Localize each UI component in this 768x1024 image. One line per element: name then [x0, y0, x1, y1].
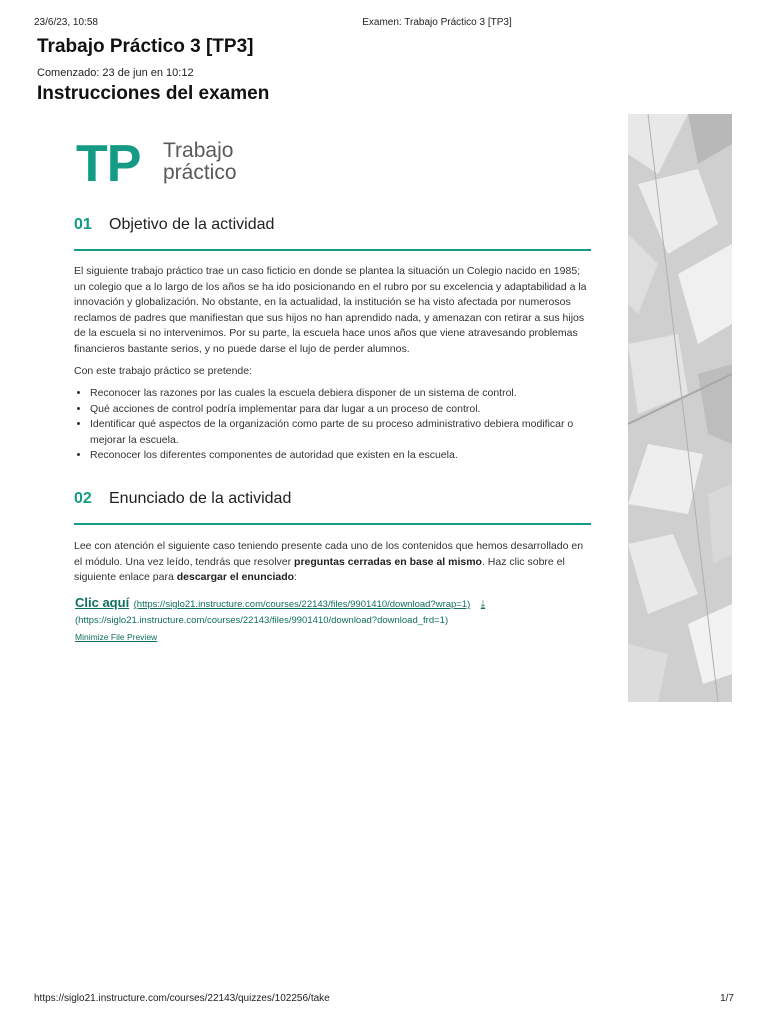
tp-logo-mark: TP [76, 135, 141, 193]
section-title: Objetivo de la actividad [109, 216, 275, 233]
section-number: 01 [74, 216, 92, 233]
aim-item: • Reconocer los diferentes componentes de autoridad que existen en la escuela. [90, 448, 592, 464]
print-header-title: Examen: Trabajo Práctico 3 [TP3] [362, 17, 512, 28]
page-title: Trabajo Práctico 3 [TP3] [37, 36, 254, 57]
clic-aqui-link[interactable]: Clic aquí [75, 595, 130, 610]
started-timestamp: Comenzado: 23 de jun en 10:12 [37, 67, 194, 79]
download-link-row [75, 594, 485, 612]
enunciado-text: : [294, 571, 297, 583]
print-footer-url: https://siglo21.instructure.com/courses/22143/quizzes/102256/take [34, 993, 330, 1004]
abstract-architecture-graphic [628, 114, 732, 702]
instructions-heading: Instrucciones del examen [37, 83, 270, 104]
tp-logo-word-2: práctico [163, 161, 237, 184]
aim-item: • Identificar qué aspectos de la organización como parte de su proceso administrativo debiera modificar o mejorar la escuela. [90, 417, 592, 448]
aim-item: • Qué acciones de control podría implementar para dar lugar a un proceso de control. [90, 402, 592, 418]
enunciado-text: . Haz clic sobre el siguiente enlace para [74, 555, 565, 583]
enunciado-bold: descargar el enunciado [176, 571, 295, 583]
objective-paragraph: El siguiente trabajo práctico trae un caso ficticio en donde se plantea la situación un Colegio nacido en 1985; un colegio que a lo largo de los años se ha ido posicionando en el rubro por su excelencia y adaptabilidad a la innovación y globalización. No obstante, en la actualidad, la institución se ha visto afectada por numerosos reclamos de padres que manifiestan que sus hijos no han aprendido nada, y amenazan con retirar a sus hijos de la escuela si no intervenimos. Por su parte, la escuela hace unos años que viene atravesando problemas financieros bastante serios, y no puede darse el lujo de perder alumnos. [74, 265, 587, 355]
print-date: 23/6/23, 10:58 [34, 17, 98, 28]
download-frd-url[interactable]: (https://siglo21.instructure.com/courses/22143/files/9901410/download?download_frd=1) [75, 615, 449, 626]
aims-list [74, 386, 592, 464]
minimize-file-preview-link[interactable]: Minimize File Preview [75, 632, 158, 642]
wrap-url-link[interactable]: (https://siglo21.instructure.com/courses/22143/files/9901410/download?wrap=1) [133, 599, 471, 610]
section-number: 02 [74, 490, 92, 507]
enunciado-text: Lee con atención el siguiente caso teniendo presente cada uno de los contenidos que hemos desarrollado en el módulo. Una vez leído, tendrás que resolver [74, 540, 584, 568]
tp-logo-word-1: Trabajo [163, 139, 234, 162]
download-icon[interactable]: ⤓ [480, 599, 486, 610]
section-title: Enunciado de la actividad [109, 490, 292, 507]
aims-intro: Con este trabajo práctico se pretende: [74, 365, 253, 377]
enunciado-bold: preguntas cerradas en base al mismo [294, 555, 482, 568]
print-page-number: 1/7 [720, 993, 734, 1004]
side-decorative-image [628, 114, 732, 702]
section-heading-objetivo [74, 215, 591, 251]
section-heading-enunciado [74, 489, 591, 525]
aim-item: • Reconocer las razones por las cuales la escuela debiera disponer de un sistema de control. [90, 386, 592, 402]
enunciado-paragraph [74, 539, 592, 586]
